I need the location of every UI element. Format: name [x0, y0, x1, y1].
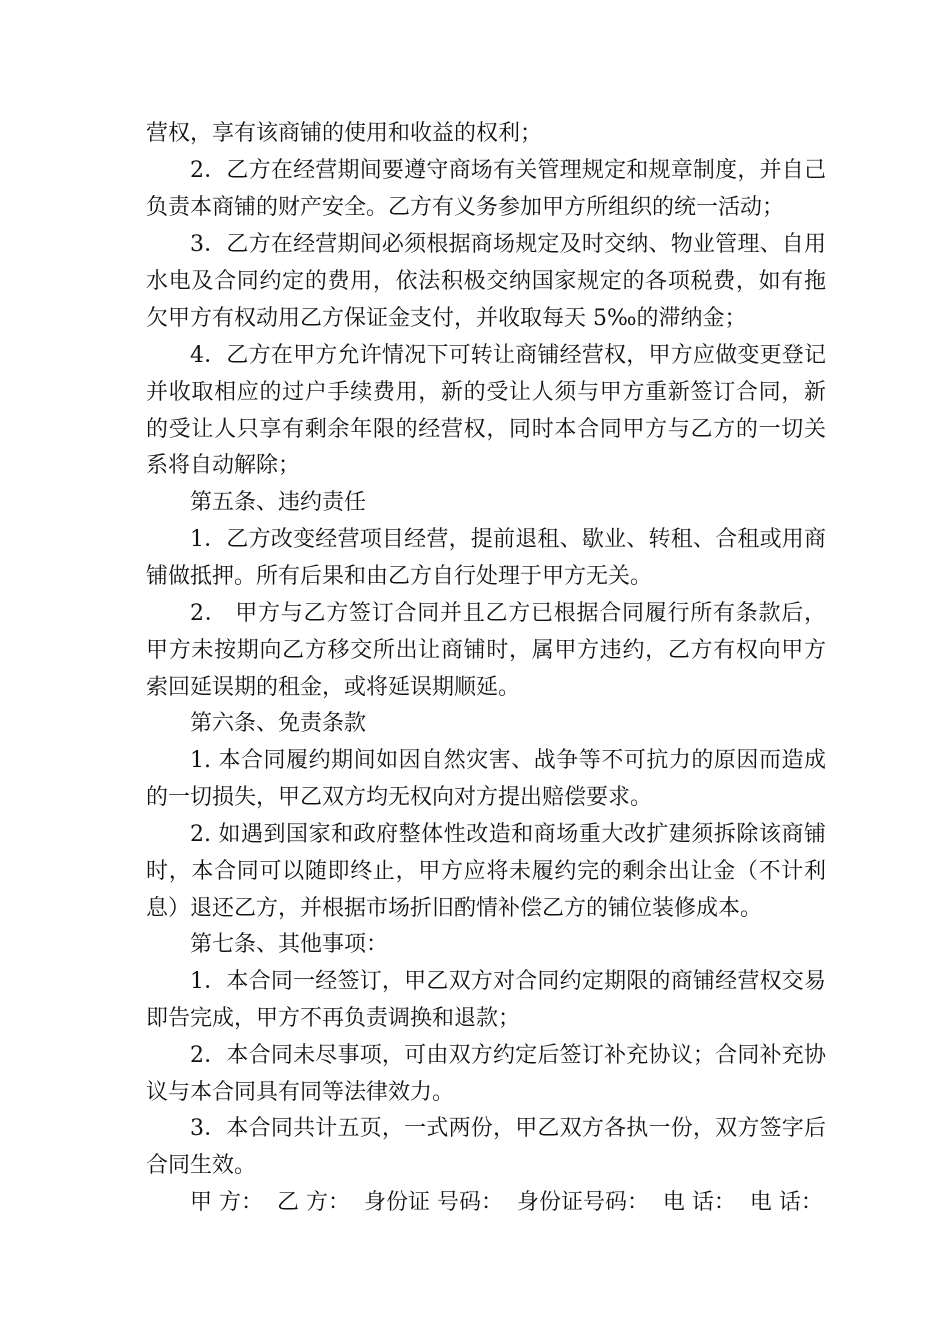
section-heading: 第六条、免责条款	[190, 711, 367, 736]
paragraph: 2．本合同未尽事项，可由双方约定后签订补充协议；合同补充协议与本合同具有同等法律效力。	[146, 1043, 826, 1105]
signature-line: 甲 方： 乙 方： 身份证 号码： 身份证号码： 电 话： 电 话：	[190, 1190, 823, 1215]
paragraph: 1. 本合同履约期间如因自然灾害、战争等不可抗力的原因而造成的一切损失，甲乙双方均无权向对方提出赔偿要求。	[146, 748, 826, 810]
paragraph: 营权，享有该商铺的使用和收益的权利；	[146, 121, 543, 146]
paragraph: 2．乙方在经营期间要遵守商场有关管理规定和规章制度，并自己负责本商铺的财产安全。乙方有义务参加甲方所组织的统一活动；	[146, 158, 826, 220]
paragraph: 2． 甲方与乙方签订合同并且乙方已根据合同履行所有条款后，甲方未按期向乙方移交所出让商铺时，属甲方违约，乙方有权向甲方索回延误期的租金，或将延误期顺延。	[146, 601, 826, 700]
section-heading: 第五条、违约责任	[190, 490, 367, 515]
paragraph: 3．本合同共计五页，一式两份，甲乙双方各执一份，双方签字后合同生效。	[146, 1116, 826, 1178]
paragraph: 1．乙方改变经营项目经营，提前退租、歇业、转租、合租或用商铺做抵押。所有后果和由乙方自行处理于甲方无关。	[146, 527, 826, 589]
paragraph: 3．乙方在经营期间必须根据商场规定及时交纳、物业管理、自用水电及合同约定的费用，依法积极交纳国家规定的各项税费，如有拖欠甲方有权动用乙方保证金支付，并收取每天 5‰的滞纳金；	[146, 232, 826, 331]
paragraph: 2. 如遇到国家和政府整体性改造和商场重大改扩建须拆除该商铺时，本合同可以随即终止，甲方应将未履约完的剩余出让金（不计利息）退还乙方，并根据市场折旧酌情补偿乙方的铺位装修成本。	[146, 822, 826, 921]
section-heading: 第七条、其他事项：	[190, 932, 389, 957]
paragraph: 4．乙方在甲方允许情况下可转让商铺经营权，甲方应做变更登记并收取相应的过户手续费用，新的受让人须与甲方重新签订合同，新的受让人只享有剩余年限的经营权，同时本合同甲方与乙方的一切关系将自动解除；	[146, 343, 826, 479]
paragraph: 1．本合同一经签订，甲乙双方对合同约定期限的商铺经营权交易即告完成，甲方不再负责调换和退款；	[146, 969, 826, 1031]
